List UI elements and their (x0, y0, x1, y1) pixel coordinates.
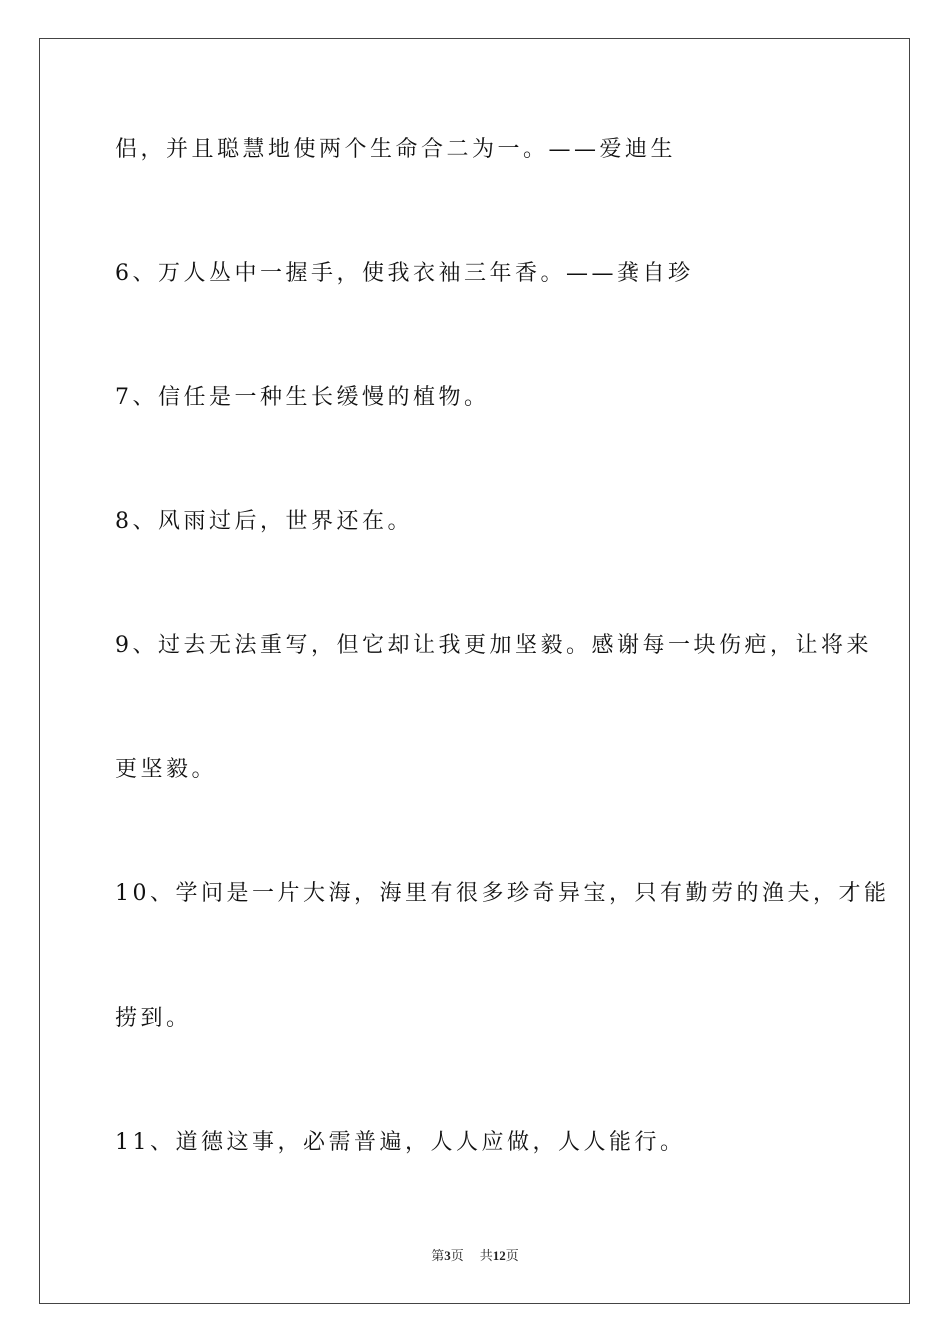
total-prefix: 共 (479, 1249, 493, 1264)
text-line: 10、学问是一片大海，海里有很多珍奇异宝，只有勤劳的渔夫，才能 (115, 881, 890, 906)
text-line: 7、信任是一种生长缓慢的植物。 (115, 385, 490, 410)
text-line: 8、风雨过后，世界还在。 (115, 509, 413, 534)
text-line: 更坚毅。 (115, 757, 218, 782)
page-prefix: 第 (431, 1249, 445, 1264)
page-footer (0, 1247, 950, 1266)
total-suffix: 页 (505, 1249, 519, 1264)
text-line: 侣，并且聪慧地使两个生命合二为一。——爱迪生 (115, 137, 677, 162)
total-page-count: 12 (492, 1248, 506, 1263)
text-line: 捞到。 (115, 1006, 192, 1031)
text-line: 6、万人丛中一握手，使我衣袖三年香。——龚自珍 (115, 261, 694, 286)
text-line: 9、过去无法重写，但它却让我更加坚毅。感谢每一块伤疤，让将来 (115, 633, 872, 658)
text-line: 11、道德这事，必需普遍，人人应做，人人能行。 (115, 1130, 686, 1155)
page-suffix: 页 (450, 1249, 464, 1264)
current-page-number: 3 (444, 1248, 451, 1263)
page-frame (39, 38, 910, 1304)
